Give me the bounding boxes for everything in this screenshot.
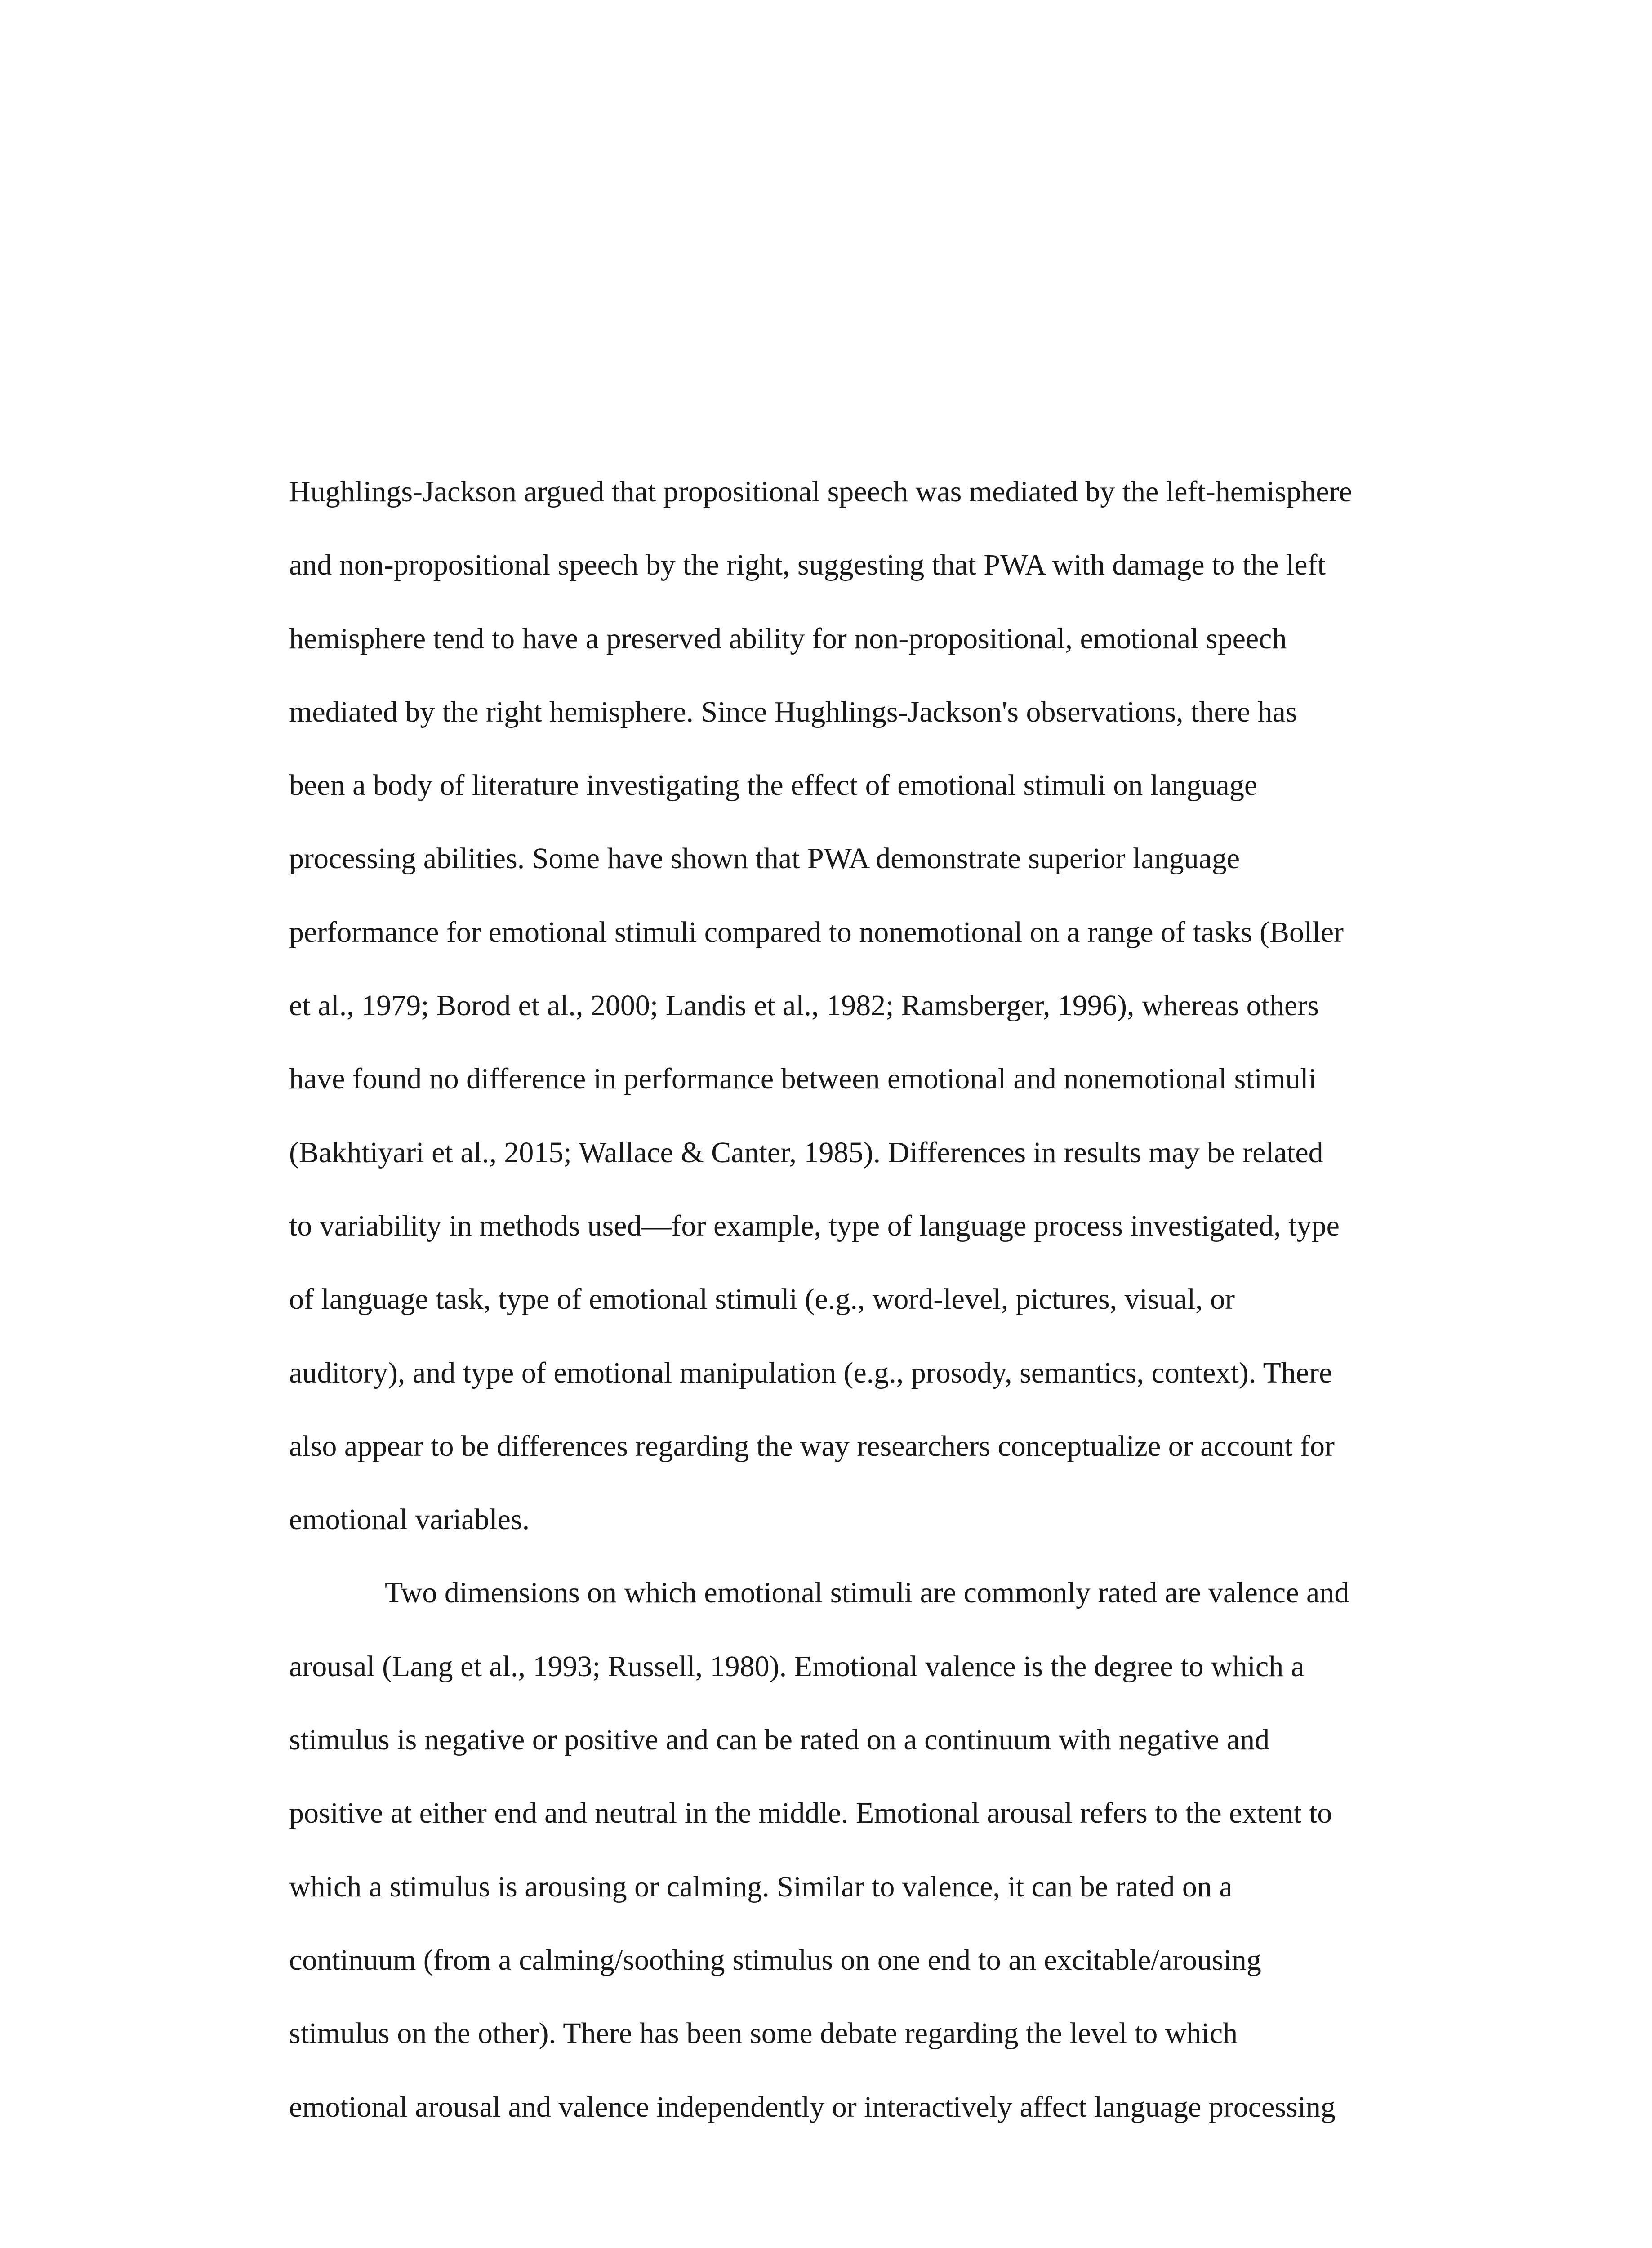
text-line: emotional arousal and valence independently or interactively affect language processing: [289, 2090, 1336, 2123]
text-line: been a body of literature investigating the effect of emotional stimuli on language: [289, 769, 1258, 802]
text-line: continuum (from a calming/soothing stimulus on one end to an excitable/arousing: [289, 1943, 1261, 1976]
text-line: Hughlings-Jackson argued that propositional speech was mediated by the left-hemisphere: [289, 475, 1352, 508]
text-line: emotional variables.: [289, 1503, 530, 1536]
text-line: stimulus on the other). There has been some debate regarding the level to which: [289, 2017, 1238, 2050]
text-line: also appear to be differences regarding the way researchers conceptualize or account for: [289, 1429, 1335, 1463]
text-line: to variability in methods used—for example, type of language process investigated, type: [289, 1209, 1340, 1242]
text-line: and non-propositional speech by the right, suggesting that PWA with damage to the left: [289, 549, 1326, 582]
text-line: stimulus is negative or positive and can be rated on a continuum with negative and: [289, 1723, 1270, 1757]
text-line: arousal (Lang et al., 1993; Russell, 1980). Emotional valence is the degree to which a: [289, 1650, 1305, 1683]
text-line: have found no difference in performance between emotional and nonemotional stimuli: [289, 1062, 1317, 1096]
text-line: mediated by the right hemisphere. Since Hughlings-Jackson's observations, there has: [289, 695, 1297, 728]
text-line: et al., 1979; Borod et al., 2000; Landis et al., 1982; Ramsberger, 1996), whereas others: [289, 989, 1319, 1022]
text-line: which a stimulus is arousing or calming. Similar to valence, it can be rated on a: [289, 1870, 1233, 1903]
text-line: auditory), and type of emotional manipulation (e.g., prosody, semantics, context). There: [289, 1356, 1332, 1389]
paragraph: [289, 1556, 1431, 2143]
body-text: [289, 455, 1431, 2144]
paragraph: [289, 455, 1431, 1556]
text-line: performance for emotional stimuli compared to nonemotional on a range of tasks (Boller: [289, 915, 1344, 949]
text-line: hemisphere tend to have a preserved ability for non-propositional, emotional speech: [289, 622, 1287, 655]
text-line: of language task, type of emotional stimuli (e.g., word-level, pictures, visual, or: [289, 1283, 1235, 1316]
text-line: processing abilities. Some have shown that PWA demonstrate superior language: [289, 842, 1240, 875]
text-line: Two dimensions on which emotional stimuli are commonly rated are valence and: [385, 1576, 1349, 1610]
text-line: (Bakhtiyari et al., 2015; Wallace & Canter, 1985). Differences in results may be related: [289, 1136, 1323, 1169]
text-line: positive at either end and neutral in the middle. Emotional arousal refers to the extent to: [289, 1797, 1332, 1830]
